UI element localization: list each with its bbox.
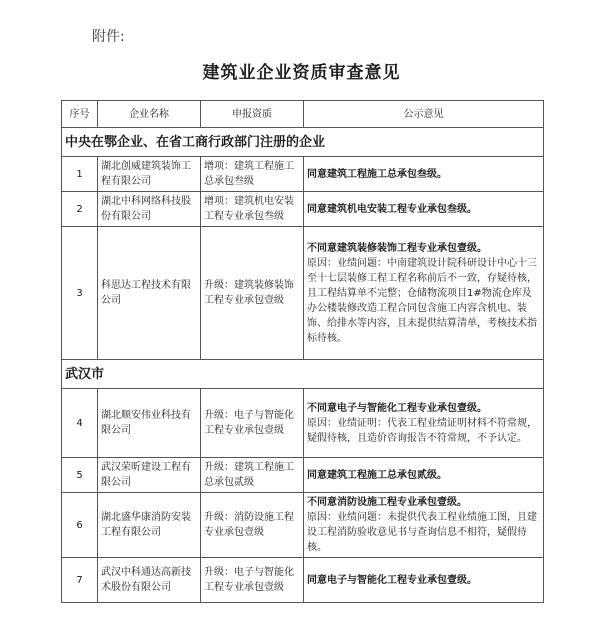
applied-qualification: 升级：电子与智能化工程专业承包壹级: [201, 558, 304, 603]
review-opinion: [304, 558, 544, 603]
company-name: 湖北创威建筑装饰工程有限公司: [98, 157, 201, 192]
opinion-reason: 原因：业绩问题：未提供代表工程业绩施工图，且建设工程消防验收意见书与查询信息不相符，疑假待核。: [307, 512, 537, 553]
table-header-row: [62, 101, 544, 128]
row-index: 7: [62, 558, 98, 603]
table-row: [62, 558, 544, 603]
table-row: [62, 493, 544, 558]
column-header-opinion: 公示意见: [304, 101, 544, 128]
section-row: [62, 128, 544, 157]
section-title: 中央在鄂企业、在省工商行政部门注册的企业: [62, 128, 544, 157]
company-name: 科思达工程技术有限公司: [98, 227, 201, 360]
row-index: 3: [62, 227, 98, 360]
company-name: 湖北中科网络科技股份有限公司: [98, 192, 201, 227]
company-name: 武汉中科通达高新技术股份有限公司: [98, 558, 201, 603]
row-index: 1: [62, 157, 98, 192]
applied-qualification: 升级：电子与智能化工程专业承包壹级: [201, 389, 304, 458]
attachment-label: 附件:: [92, 29, 125, 45]
review-opinion: [304, 227, 544, 360]
applied-qualification: 升级：建筑工程施工总承包贰级: [201, 458, 304, 493]
row-index: 2: [62, 192, 98, 227]
opinion-summary: 不同意消防设施工程专业承包壹级。: [307, 497, 467, 508]
review-opinion: [304, 157, 544, 192]
table-row: [62, 157, 544, 192]
applied-qualification: 升级：建筑装修装饰工程专业承包壹级: [201, 227, 304, 360]
review-opinion: [304, 192, 544, 227]
applied-qualification: 增项：建筑工程施工总承包叁级: [201, 157, 304, 192]
review-table: [61, 100, 544, 603]
table-row: [62, 458, 544, 493]
opinion-reason: 原因：业绩问题：中南建筑设计院科研设计中心十三至十七层装修工程工程名称前后不一致，存疑待核，且工程结算单不完整；仓储物流项目1#物流仓库及办公楼装修改造工程合同包含施工内容含机电、装饰、给排水等内容，且未提供结算清单，考核技术指标待核。: [307, 257, 537, 344]
opinion-summary: 不同意建筑装修装饰工程专业承包壹级。: [307, 242, 487, 254]
table-row: [62, 192, 544, 227]
section-title: 武汉市: [62, 360, 544, 389]
opinion-summary: 同意建筑工程施工总承包叁级。: [307, 168, 447, 180]
opinion-summary: 同意电子与智能化工程专业承包壹级。: [307, 574, 477, 586]
opinion-reason: 原因：业绩证明：代表工程业绩证明材料不符常规，疑假待核，且造价咨询报告不符常规，不予认定。: [307, 417, 537, 444]
opinion-summary: 不同意电子与智能化工程专业承包壹级。: [307, 402, 487, 414]
opinion-summary: 同意建筑工程施工总承包贰级。: [307, 469, 447, 481]
table-row: [62, 389, 544, 458]
row-index: 5: [62, 458, 98, 493]
section-row: [62, 360, 544, 389]
applied-qualification: 增项：建筑机电安装工程专业承包叁级: [201, 192, 304, 227]
column-header-index: 序号: [62, 101, 98, 128]
review-opinion: [304, 458, 544, 493]
review-opinion: [304, 493, 544, 558]
row-index: 6: [62, 493, 98, 558]
company-name: 武汉荣昕建设工程有限公司: [98, 458, 201, 493]
review-opinion: [304, 389, 544, 458]
document-title: 建筑业企业资质审查意见: [202, 63, 401, 83]
row-index: 4: [62, 389, 98, 458]
applied-qualification: 升级：消防设施工程专业承包壹级: [201, 493, 304, 558]
company-name: 湖北顺安伟业科技有限公司: [98, 389, 201, 458]
company-name: 湖北盛华康消防安装工程有限公司: [98, 493, 201, 558]
column-header-company: 企业名称: [98, 101, 201, 128]
table-row: [62, 227, 544, 360]
opinion-summary: 同意建筑机电安装工程专业承包叁级。: [307, 203, 477, 215]
column-header-qualification: 申报资质: [201, 101, 304, 128]
